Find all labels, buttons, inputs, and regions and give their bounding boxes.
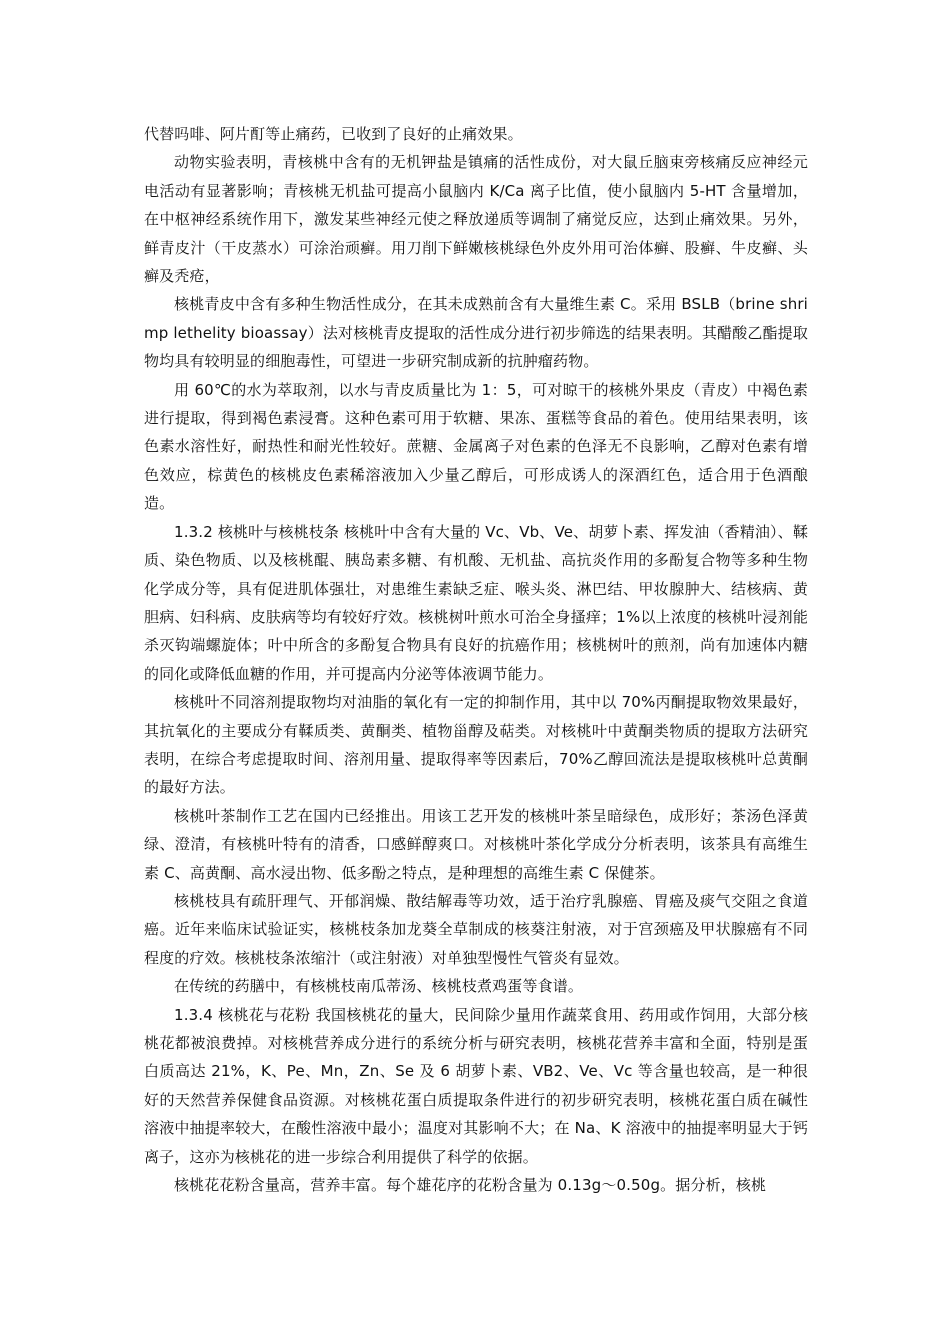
paragraph-1: 代替吗啡、阿片酊等止痛药，已收到了良好的止痛效果。 bbox=[144, 125, 523, 143]
paragraph-4: 用 60℃的水为萃取剂，以水与青皮质量比为 1：5，可对晾干的核桃外果皮（青皮）中褐色素进行提取，得到褐色素浸膏。这种色素可用于软糖、果冻、蛋糕等食品的着色。使用结果表明，该色素水溶性好，耐热性和耐光性较好。蔗糖、金属离子对色素的色泽无不良影响，乙醇对色素有增色效应，棕黄色的核桃皮色素稀溶液加入少量乙醇后，可形成诱人的深酒红色，适合用于色酒酿造。 bbox=[144, 380, 808, 513]
section-1-3-4-paragraph: 1.3.4 核桃花与花粉 我国核桃花的量大，民间除少量用作蔬菜食用、药用或作饲用，大部分核桃花都被浪费掉。对核桃营养成分进行的系统分析与研究表明，核桃花营养丰富和全面，特别是蛋白质高达 21%，K、Pe、Mn，Zn、Se 及 6 胡萝卜素、VB2、Ve、Vc 等含量也较高，是一种很好的天然营养保健食品资源。对核桃花蛋白质提取条件进行的初步研究表明，核桃花蛋白质在碱性溶液中抽提率较大，在酸性溶液中最小；温度对其影响不大；在 Na、K 溶液中的抽提率明显大于钙离子，这亦为核桃花的进一步综合利用提供了科学的依据。 bbox=[144, 1005, 808, 1166]
paragraph-2: 动物实验表明，青核桃中含有的无机钾盐是镇痛的活性成份，对大鼠丘脑束旁核痛反应神经元电活动有显著影响；青核桃无机盐可提高小鼠脑内 K/Ca 离子比值，使小鼠脑内 5-HT 含量增加，在中枢神经系统作用下，激发某些神经元使之释放递质等调制了痛觉反应，达到止痛效果。另外，鲜青皮汁（干皮蒸水）可涂治顽癣。用刀削下鲜嫩核桃绿色外皮外用可治体癣、股癣、牛皮癣、头癣及秃疮， bbox=[144, 153, 808, 286]
document-body bbox=[144, 120, 808, 1199]
paragraph-9: 在传统的药膳中，有核桃枝南瓜蒂汤、核桃枝煮鸡蛋等食谱。 bbox=[174, 977, 584, 996]
paragraph-3: 核桃青皮中含有多种生物活性成分，在其未成熟前含有大量维生素 C。采用 BSLB（brine shrimp lethelity bioassay）法对核桃青皮提取的活性成分进行初步筛选的结果表明。其醋酸乙酯提取物均具有较明显的细胞毒性，可望进一步研究制成新的抗肿瘤药物。 bbox=[144, 295, 808, 371]
section-1-3-2-paragraph: 1.3.2 核桃叶与核桃枝条 核桃叶中含有大量的 Vc、Vb、Ve、胡萝卜素、挥发油（香精油）、鞣质、染色物质、以及核桃醌、胰岛素多糖、有机酸、无机盐、高抗炎作用的多酚复合物等多种生物化学成分等，具有促进肌体强壮，对患维生素缺乏症、喉头炎、淋巴结、甲妆腺肿大、结核病、黄胆病、妇科病、皮肤病等均有较好疗效。核桃树叶煎水可治全身搔痒；1%以上浓度的核桃叶浸剂能杀灭钩端螺旋体；叶中所含的多酚复合物具有良好的抗癌作用；核桃树叶的煎剂，尚有加速体内糖的同化或降低血糖的作用，并可提高内分泌等体液调节能力。 bbox=[144, 522, 808, 683]
paragraph-8: 核桃枝具有疏肝理气、开郁润燥、散结解毒等功效，适于治疗乳腺癌、胃癌及痰气交阻之食道癌。近年来临床试验证实，核桃枝条加龙葵全草制成的核葵注射液，对于宫颈癌及甲状腺癌有不同程度的疗效。核桃枝条浓缩汁（或注射液）对单独型慢性气管炎有显效。 bbox=[144, 891, 808, 967]
paragraph-7: 核桃叶茶制作工艺在国内已经推出。用该工艺开发的核桃叶茶呈暗绿色，成形好；茶汤色泽黄绿、澄清，有核桃叶特有的清香，口感鲜醇爽口。对核桃叶茶化学成分分析表明，该茶具有高维生素 C、高黄酮、高水浸出物、低多酚之特点，是种理想的高维生素 C 保健茶。 bbox=[144, 806, 808, 882]
paragraph-11: 核桃花花粉含量高，营养丰富。每个雄花序的花粉含量为 0.13g～0.50g。据分析，核桃 bbox=[174, 1176, 767, 1195]
paragraph-6: 核桃叶不同溶剂提取物均对油脂的氧化有一定的抑制作用，其中以 70%丙酮提取物效果最好，其抗氧化的主要成分有鞣质类、黄酮类、植物甾醇及萜类。对核桃叶中黄酮类物质的提取方法研究表明，在综合考虑提取时间、溶剂用量、提取得率等因素后，70%乙醇回流法是提取核桃叶总黄酮的最好方法。 bbox=[144, 693, 808, 797]
